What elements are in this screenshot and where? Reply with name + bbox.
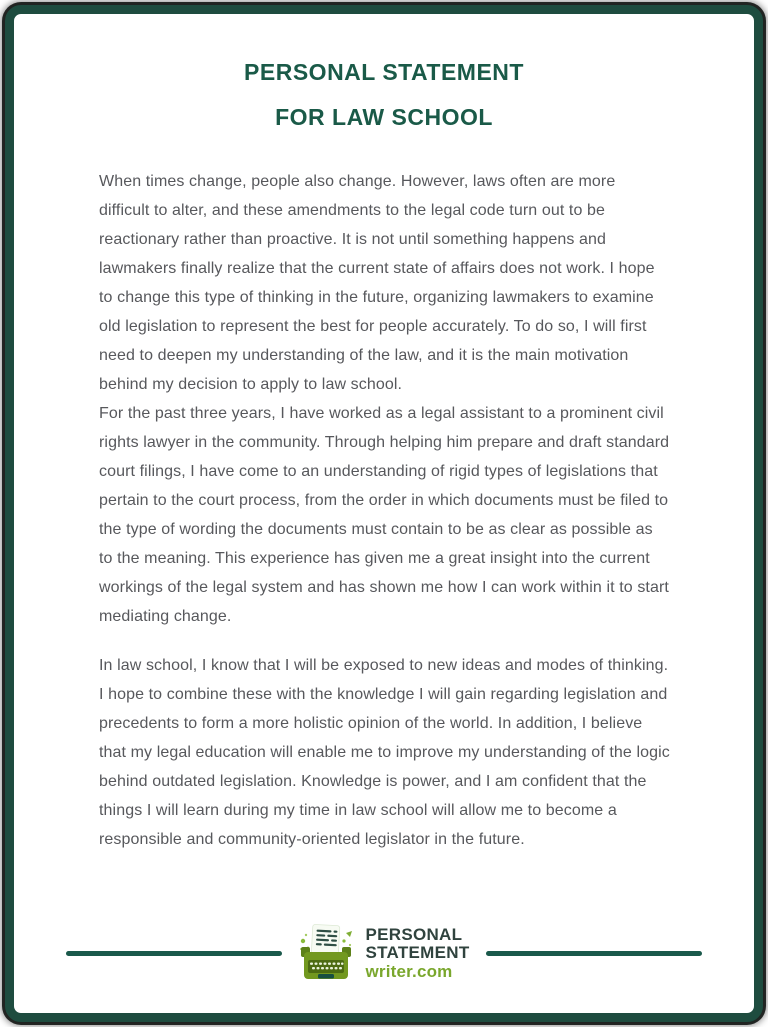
- brand-logo: [294, 921, 469, 985]
- page-title: [14, 50, 754, 140]
- footer: [14, 917, 754, 989]
- typewriter-icon: [294, 921, 358, 985]
- page-title-line1: PERSONAL STATEMENT: [244, 59, 524, 85]
- statement-body: [99, 167, 670, 854]
- document-page: [5, 5, 763, 1022]
- brand-text: [365, 926, 469, 981]
- paragraph-experience: For the past three years, I have worked as a legal assistant to a prominent civil rights lawyer in the community. Through helping him prepare and draft standard court filings, I have come to an understanding of rigid types of legislations that pertain to the court process, from the order in which documents must be filed to the type of wording the documents must contain to be as clear as possible as to the meaning. This experience has given me a great insight into the current workings of the legal system and has shown me how I can work within it to start mediating change.: [99, 405, 670, 625]
- brand-name-line2: STATEMENT: [365, 942, 470, 962]
- paragraph-conclusion: In law school, I know that I will be exposed to new ideas and modes of thinking. I hope to combine these with the knowledge I will gain regarding legislation and precedents to form a more holistic opinion of the world. In addition, I believe that my legal education will enable me to improve my understanding of the logic behind outdated legislation. Knowledge is power, and I am confident that the things I will learn during my time in law school will allow me to become a responsible and community-oriented legislator in the future.: [99, 657, 670, 848]
- paragraph-intro: When times change, people also change. However, laws often are more difficult to alter, and these amendments to the legal code turn out to be reactionary rather than proactive. It is not until something happens and lawmakers finally realize that the current state of affairs does not work. I hope to change this type of thinking in the future, organizing lawmakers to examine old legislation to represent the best for people accurately. To do so, I will first need to deepen my understanding of the law, and it is the main motivation behind my decision to apply to law school.: [99, 173, 655, 393]
- footer-divider-right: [486, 951, 702, 956]
- brand-domain: writer.com: [365, 961, 453, 981]
- brand-name-line1: PERSONAL: [365, 924, 463, 944]
- page-title-line2: FOR LAW SCHOOL: [275, 104, 493, 130]
- footer-divider-left: [66, 951, 282, 956]
